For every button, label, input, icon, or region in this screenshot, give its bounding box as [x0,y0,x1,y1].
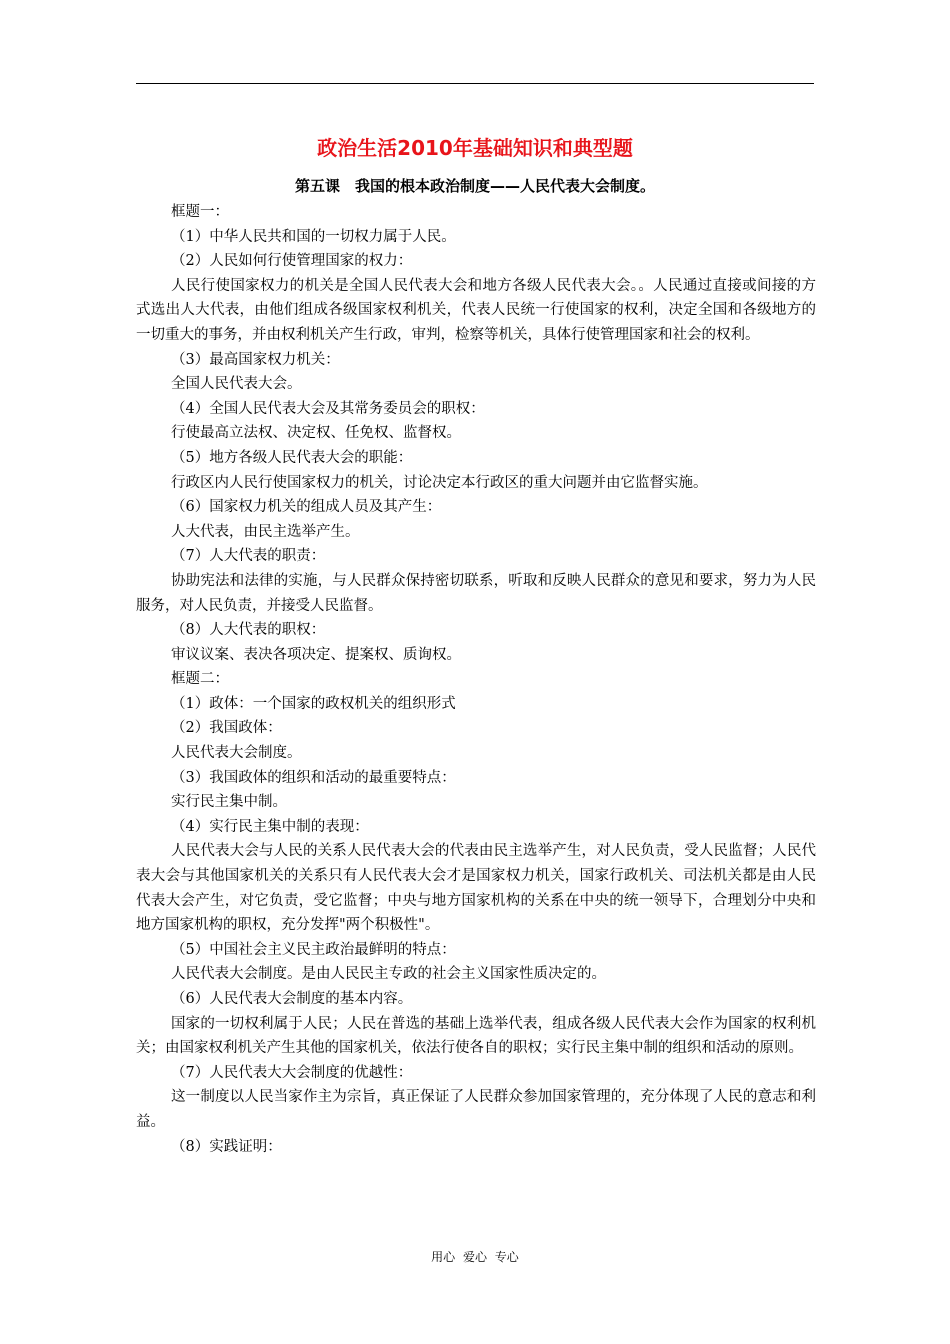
body-line: （1）政体：一个国家的政权机关的组织形式 [171,695,456,712]
body-line: 人民代表大会制度。 [171,745,302,762]
body-line: 人民代表大会与人民的关系人民代表大会的代表由民主选举产生，对人民负责，受人民监督；人民代表大会与其他国家机关的关系只有人民代表大会才是国家权力机关，国家行政机关、司法机关都是由人民代表大会产生，对它负责，受它监督；中央与地方国家机构的关系在中央的统一领导下，合理划分中央和地方国家机构的职权，充分发挥"两个积极性"。 [136,843,816,934]
document-body [136,200,816,1159]
body-line: （4）全国人民代表大会及其常务委员会的职权： [171,400,485,417]
body-line: 这一制度以人民当家作主为宗旨，真正保证了人民群众参加国家管理的，充分体现了人民的意志和利益。 [136,1089,816,1130]
body-line: （8）实践证明： [171,1138,282,1155]
body-line: （8）人大代表的职权： [171,622,326,639]
document-title: 政治生活2010年基础知识和典型题 [317,136,633,160]
page-footer: 用心 爱心 专心 [431,1250,519,1264]
body-line: 协助宪法和法律的实施，与人民群众保持密切联系，听取和反映人民群众的意见和要求，努力为人民服务，对人民负责，并接受人民监督。 [136,572,816,614]
body-line: （7）人大代表的职责： [171,548,326,565]
body-line: 人民行使国家权力的机关是全国人民代表大会和地方各级人民代表大会。。人民通过直接或间接的方式选出人大代表，由他们组成各级国家权利机关，代表人民统一行使国家的权利，决定全国和各级地方的一切重大的事务，并由权利机关产生行政，审判，检察等机关，具体行使管理国家和社会的权利。 [136,277,816,343]
body-line: （3）我国政体的组织和活动的最重要特点： [171,769,456,786]
body-line: （4）实行民主集中制的表现： [171,818,369,835]
body-line: 国家的一切权利属于人民；人民在普选的基础上选举代表，组成各级人民代表大会作为国家的权利机关；由国家权利机关产生其他的国家机关，依法行使各自的职权；实行民主集中制的组织和活动的原则。 [136,1015,816,1057]
body-line: 人民代表大会制度。是由人民民主专政的社会主义国家性质决定的。 [171,966,606,983]
body-line: （6）人民代表大会制度的基本内容。 [171,991,413,1007]
body-line: （3）最高国家权力机关： [171,351,340,368]
body-line: （2）人民如何行使管理国家的权力： [171,253,413,270]
body-line: （1）中华人民共和国的一切权力属于人民。 [171,228,456,245]
body-line: 实行民主集中制。 [171,794,287,811]
body-line: （7）人民代表大大会制度的优越性： [171,1064,413,1081]
body-line: 全国人民代表大会。 [171,376,302,393]
body-line: （6）国家权力机关的组成人员及其产生： [171,499,442,516]
body-line: 人大代表，由民主选举产生。 [171,523,360,540]
body-line: 框题一： [171,204,229,220]
body-line: 框题二： [171,671,229,688]
body-line: （5）中国社会主义民主政治最鲜明的特点： [171,941,456,958]
body-line: 审议议案、表决各项决定、提案权、质询权。 [171,646,461,663]
body-line: 行政区内人民行使国家权力的机关，讨论决定本行政区的重大问题并由它监督实施。 [171,474,708,491]
body-line: 行使最高立法权、决定权、任免权、监督权。 [171,425,461,442]
body-line: （5）地方各级人民代表大会的职能： [171,449,413,466]
header-rule [136,83,814,84]
body-line: （2）我国政体： [171,720,282,737]
lesson-subtitle: 第五课 我国的根本政治制度——人民代表大会制度。 [294,177,655,195]
